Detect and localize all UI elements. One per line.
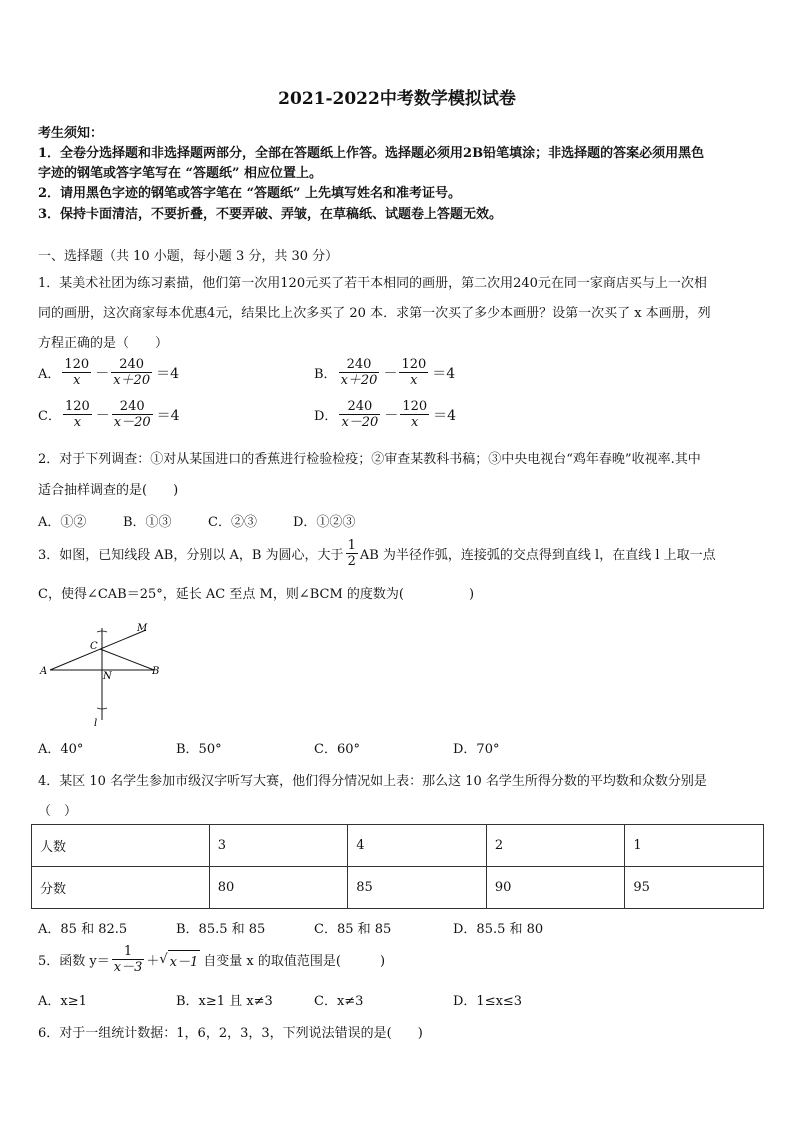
minus-sign: － [383,365,398,382]
numerator: 240 [119,399,145,414]
numerator: 120 [64,399,90,414]
label-n: N [103,671,112,682]
denominator: x－20 [113,415,151,430]
table-cell: 1 [625,825,764,867]
fraction [111,357,152,388]
question-3-text [38,538,716,569]
question-3-figure [36,616,166,728]
table-cell: 分数 [32,867,210,909]
numerator: 120 [402,399,428,414]
question-3-option-b[interactable]: B．50° [176,742,222,757]
option-label: B． [314,367,337,382]
table-cell: 85 [348,867,487,909]
page-title: 2021-2022中考数学模拟试卷 [278,89,516,109]
question-3-option-c[interactable]: C．60° [314,742,360,757]
question-2-option-c[interactable]: C．②③ [208,515,257,530]
denominator: x [400,414,429,430]
minus-sign: － [95,365,110,382]
notice-line: 字迹的钢笔或答字笔写在 “答题纸” 相应位置上。 [38,166,323,181]
fraction [63,399,92,430]
equation-rhs: ＝4 [156,365,180,382]
denominator: x－3 [113,960,143,975]
table-row [32,825,764,867]
question-4-option-d[interactable]: D．85.5 和 80 [453,922,544,937]
table-cell: 3 [209,825,348,867]
table-cell: 2 [486,825,625,867]
minus-sign: － [384,407,399,424]
notice-line: 1．全卷分选择题和非选择题两部分，全部在答题纸上作答。选择题必须用2B铅笔填涂；非选择题的答案必须用黑色 [38,146,705,161]
question-5-option-a[interactable]: A．x≥1 [38,994,87,1009]
label-l: l [94,718,98,728]
notice-heading: 考生须知： [38,126,104,141]
question-6-text: 6．对于一组统计数据：1，6，2，3，3，下列说法错误的是( ) [38,1026,423,1041]
fraction-half [346,538,358,569]
label-a: A [40,666,48,677]
fraction [339,399,380,430]
denominator: x [399,372,428,388]
denominator: x [63,414,92,430]
denominator: x＋20 [113,373,151,388]
question-1-option-d[interactable] [314,399,456,430]
question-1-option-b[interactable] [314,357,455,388]
question-4-text: （ ） [38,804,78,819]
numerator: 240 [346,357,372,372]
question-5-option-b[interactable]: B．x≥1 且 x≠3 [176,994,273,1009]
table-row [32,867,764,909]
notice-line: 3．保持卡面清洁，不要折叠，不要弄破、弄皱，在草稿纸、试题卷上答题无效。 [38,207,503,222]
numerator: 240 [347,399,373,414]
fraction [112,399,153,430]
question-5-option-d[interactable]: D．1≤x≤3 [453,994,523,1009]
numerator: 240 [119,357,145,372]
text-segment: 5．函数 y＝ [38,954,110,969]
label-c: C [90,641,98,652]
fraction [399,357,428,388]
numerator: 120 [401,357,427,372]
ray-am [50,630,146,670]
option-label: A． [38,367,61,382]
question-4-option-c[interactable]: C．85 和 85 [314,922,392,937]
question-1-text: 1．某美术社团为练习素描，他们第一次用120元买了若干本相同的画册，第二次用240元在同一家商店买与上一次相 [38,276,707,291]
question-1-text: 方程正确的是（ ） [38,336,169,351]
question-2-option-b[interactable]: B．①③ [123,515,172,530]
notice-line: 2．请用黑色字迹的钢笔或答字笔在 “答题纸” 上先填写姓名和准考证号。 [38,186,462,201]
fraction [112,944,145,975]
sqrt-symbol: √ [159,952,168,967]
section-heading: 一、选择题（共 10 小题，每小题 3 分，共 30 分） [38,249,339,264]
label-m: M [137,623,148,634]
numerator: 1 [347,538,356,553]
denominator: x [62,372,91,388]
text-segment: 自变量 x 的取值范围是( ) [203,954,386,969]
table-cell: 80 [209,867,348,909]
question-2-option-a[interactable]: A．①② [38,515,87,530]
denominator: 2 [347,554,356,569]
question-4-text: 4．某区 10 名学生参加市级汉字听写大赛，他们得分情况如上表：那么这 10 名学生所得分数的平均数和众数分别是 [38,774,707,789]
denominator: x＋20 [340,373,378,388]
equation-rhs: ＝4 [432,365,456,382]
question-5-option-c[interactable]: C．x≠3 [314,994,364,1009]
option-label: D． [314,409,338,424]
table-cell: 人数 [32,825,210,867]
question-2-text: 适合抽样调查的是( ) [38,483,179,498]
question-4-option-b[interactable]: B．85.5 和 85 [176,922,266,937]
segment-cb [100,649,154,670]
minus-sign: － [95,407,110,424]
fraction [62,357,91,388]
numerator: 120 [64,357,90,372]
equation-rhs: ＝4 [433,407,457,424]
denominator: x－20 [341,415,379,430]
question-2-text: 2．对于下列调查：①对从某国进口的香蕉进行检验检疫；②审查某教科书稿；③中央电视台“鸡年春晚”收视率.其中 [38,452,701,467]
question-1-option-a[interactable] [38,357,179,388]
equation-rhs: ＝4 [156,407,180,424]
question-5-text [38,944,385,975]
text-segment: 3．如图，已知线段 AB，分别以 A，B 为圆心，大于 [38,548,344,563]
fraction [339,357,380,388]
table-cell: 95 [625,867,764,909]
question-3-option-d[interactable]: D．70° [453,742,500,757]
question-3-option-a[interactable]: A．40° [38,742,84,757]
text-segment: AB 为半径作弧，连接弧的交点得到直线 l，在直线 l 上取一点 [359,548,716,563]
question-4-option-a[interactable]: A．85 和 82.5 [38,922,128,937]
label-b: B [152,666,160,677]
fraction [400,399,429,430]
option-label: C． [38,409,61,424]
numerator: 1 [123,944,133,959]
table-cell: 4 [348,825,487,867]
question-1-text: 同的画册，这次商家每本优惠4元，结果比上次多买了 20 本．求第一次买了多少本画册？设第一次买了 x 本画册，列 [38,306,711,321]
question-2-option-d[interactable]: D．①②③ [293,515,356,530]
score-table [31,824,764,909]
plus-sign: ＋ [146,954,160,969]
radicand: x－1 [168,950,201,970]
question-3-text: C，使得∠CAB＝25°，延长 AC 至点 M，则∠BCM 的度数为( ) [38,587,475,602]
question-1-option-c[interactable] [38,399,180,430]
table-cell: 90 [486,867,625,909]
